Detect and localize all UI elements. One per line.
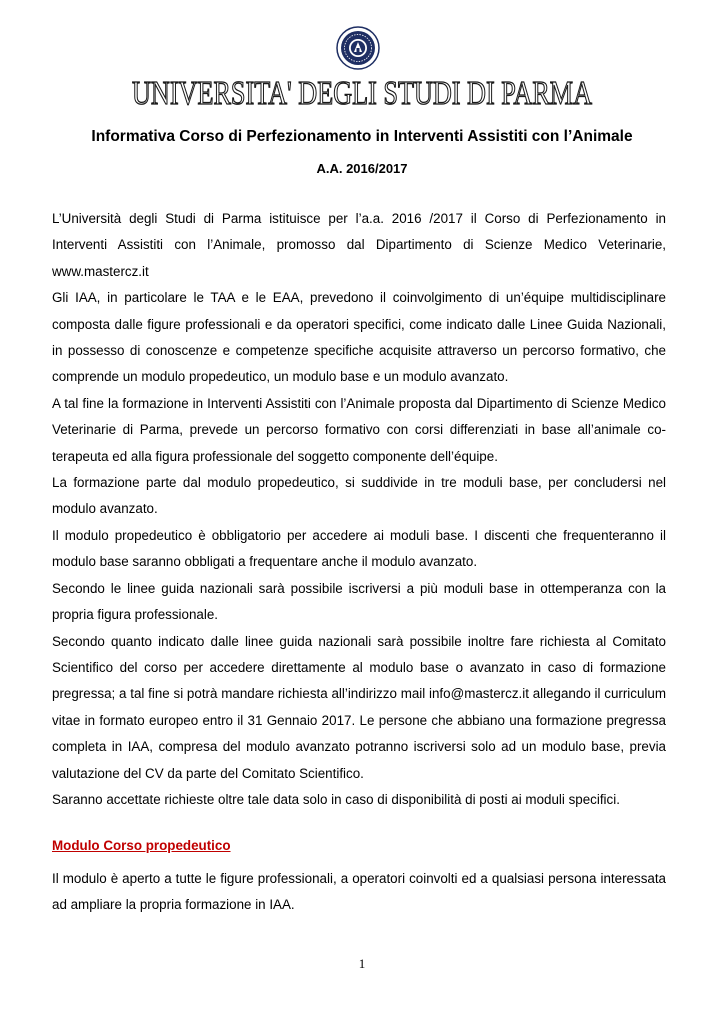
document-body	[52, 206, 666, 813]
page-number: 1	[358, 956, 366, 971]
university-seal-icon	[336, 26, 380, 70]
paragraph: Secondo quanto indicato dalle linee guida nazionali sarà possibile inoltre fare richiesta al Comitato Scientifico del corso per accedere direttamente al modulo base o avanzato in caso di formazione pregressa; a tal fine si potrà mandare richiesta all’indirizzo mail info@mastercz.it allegando il curriculum vitae in formato europeo entro il 31 Gennaio 2017. Le persone che abbiano una formazione pregressa completa in IAA, compresa del modulo avanzato potranno iscriversi solo ad un modulo base, previa valutazione del CV da parte del Comitato Scientifico.	[52, 633, 666, 781]
paragraph: Secondo le linee guida nazionali sarà possibile iscriversi a più moduli base in ottemperanza con la propria figura professionale.	[52, 580, 666, 623]
svg-text:UNIVERSITA' DEGLI STUDI DI PAR: UNIVERSITA' DEGLI STUDI DI PARMA	[132, 75, 593, 112]
section-heading: Modulo Corso propedeutico	[52, 838, 231, 853]
section-paragraph: Il modulo è aperto a tutte le figure professionali, a operatori coinvolti ed a qualsiasi persona interessata ad ampliare la propria formazione in IAA.	[52, 871, 666, 913]
document-header	[0, 18, 724, 112]
university-name	[128, 72, 596, 112]
document-title: Informativa Corso di Perfezionamento in Interventi Assistiti con l’Animale	[91, 128, 633, 145]
paragraph: Il modulo propedeutico è obbligatorio per accedere ai moduli base. I discenti che frequenteranno il modulo base saranno obbligati a frequentare anche il modulo avanzato.	[52, 527, 666, 570]
academic-year: A.A. 2016/2017	[316, 161, 408, 176]
paragraph: La formazione parte dal modulo propedeutico, si suddivide in tre moduli base, per concludersi nel modulo avanzato.	[52, 475, 666, 517]
section-body	[52, 866, 666, 919]
paragraph: A tal fine la formazione in Interventi Assistiti con l’Animale proposta dal Dipartimento di Scienze Medico Veterinarie di Parma, prevede un percorso formativo con corsi differenziati in base all’animale co-terapeuta ed alla figura professionale del soggetto componente dell’équipe.	[52, 395, 666, 464]
paragraph: Gli IAA, in particolare le TAA e le EAA, prevedono il coinvolgimento di un’équipe multidisciplinare composta dalle figure professionali e da operatori specifici, come indicato dalle Linee Guida Nazionali, in possesso di conoscenze e competenze specifiche acquisite attraverso un percorso formativo, che comprende un modulo propedeutico, un modulo base e un modulo avanzato.	[52, 290, 666, 385]
paragraph: L’Università degli Studi di Parma istituisce per l’a.a. 2016 /2017 il Corso di Perfezionamento in Interventi Assistiti con l’Animale, promosso dal Dipartimento di Scienze Medico Veterinarie, www.mastercz.it	[52, 211, 666, 279]
paragraph: Saranno accettate richieste oltre tale data solo in caso di disponibilità di posti ai moduli specifici.	[52, 791, 620, 807]
